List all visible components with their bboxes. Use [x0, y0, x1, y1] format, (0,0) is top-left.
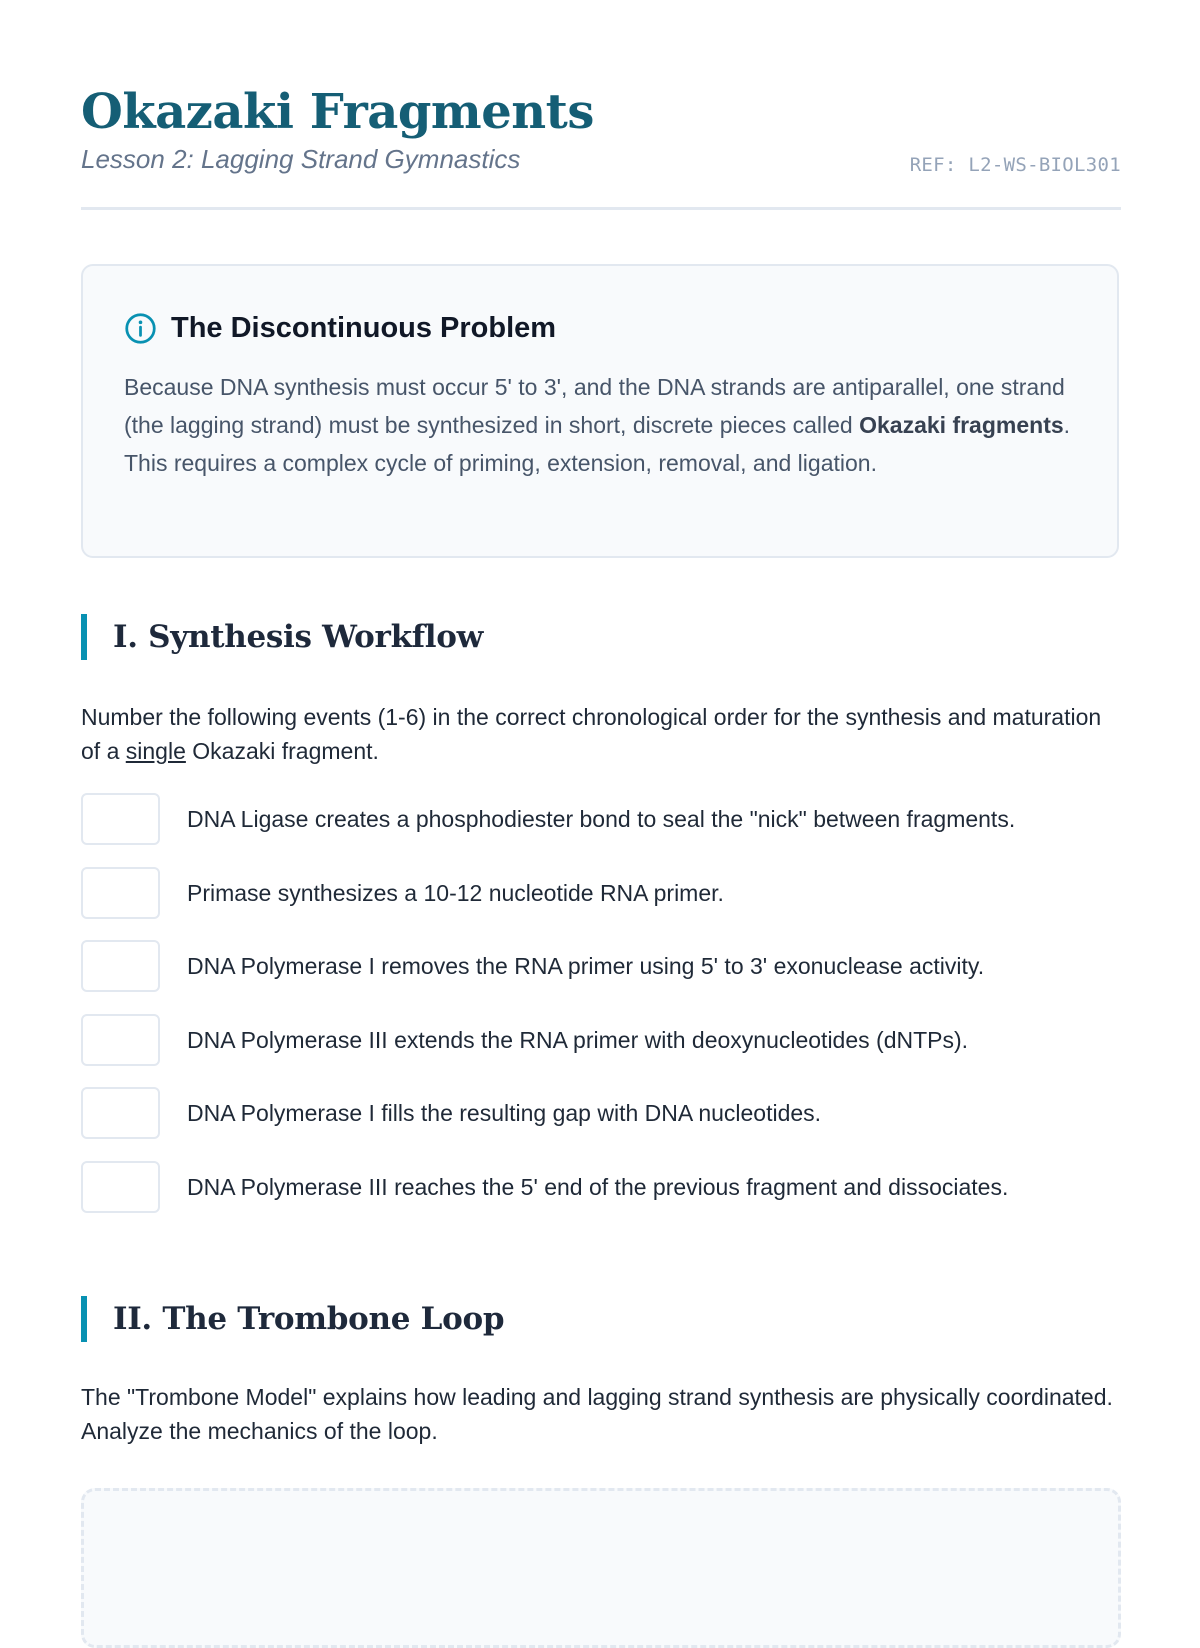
event-description: DNA Polymerase I fills the resulting gap with DNA nucleotides.	[187, 1100, 822, 1126]
instruction-text-end: Okazaki fragment.	[185, 738, 379, 764]
info-callout-title: The Discontinuous Problem	[171, 312, 557, 344]
section-1-title: I. Synthesis Workflow	[113, 619, 484, 655]
event-description: DNA Polymerase III reaches the 5' end of the previous fragment and dissociates.	[187, 1173, 1009, 1200]
info-callout-header	[124, 312, 556, 345]
event-description: DNA Polymerase III extends the RNA primer with deoxynucleotides (dNTPs).	[187, 1026, 969, 1053]
order-number-input[interactable]	[81, 867, 160, 919]
order-number-input[interactable]	[81, 1161, 160, 1213]
info-body-bold-term: Okazaki fragments	[859, 412, 1064, 438]
event-ordering-list	[81, 793, 1141, 1234]
section-2-title: II. The Trombone Loop	[113, 1301, 505, 1337]
reference-code: REF: L2-WS-BIOL301	[909, 154, 1121, 176]
event-item	[81, 793, 1141, 845]
order-number-input[interactable]	[81, 1014, 160, 1066]
instruction-underlined-word: single	[125, 738, 186, 764]
section-1-instruction	[81, 700, 1121, 768]
event-item	[81, 867, 1141, 919]
order-number-input[interactable]	[81, 793, 160, 845]
diagram-drawing-area[interactable]	[81, 1488, 1121, 1648]
info-body-text-end: . This requires a complex cycle of priming, extension, removal, and ligation.	[124, 412, 1071, 476]
info-body-text: Because DNA synthesis must occur 5' to 3', and the DNA strands are antiparallel, one strand (the lagging strand) must be synthesized in short, discrete pieces called	[124, 374, 1065, 438]
section-2-heading	[81, 1296, 504, 1342]
page-header	[81, 84, 1121, 176]
instruction-text: Number the following events (1-6) in the correct chronological order for the synthesis and maturation of a	[81, 704, 1102, 764]
event-description: Primase synthesizes a 10-12 nucleotide RNA primer.	[187, 879, 724, 906]
section-2-intro: The "Trombone Model" explains how leading and lagging strand synthesis are physically coordinated. Analyze the mechanics of the loop.	[81, 1384, 1113, 1444]
event-item	[81, 1014, 1141, 1066]
event-item	[81, 940, 1141, 992]
page-title: Okazaki Fragments	[81, 84, 594, 140]
info-circle-icon	[124, 312, 157, 345]
event-description: DNA Ligase creates a phosphodiester bond to seal the "nick" between fragments.	[187, 806, 1016, 832]
order-number-input[interactable]	[81, 1087, 160, 1139]
info-callout	[81, 264, 1119, 558]
event-description: DNA Polymerase I removes the RNA primer using 5' to 3' exonuclease activity.	[187, 953, 985, 979]
page-subtitle: Lesson 2: Lagging Strand Gymnastics	[81, 144, 521, 174]
header-divider	[81, 207, 1121, 210]
order-number-input[interactable]	[81, 940, 160, 992]
section-1-heading	[81, 614, 483, 660]
info-callout-body	[124, 368, 1084, 482]
event-item	[81, 1161, 1141, 1213]
event-item	[81, 1087, 1141, 1139]
